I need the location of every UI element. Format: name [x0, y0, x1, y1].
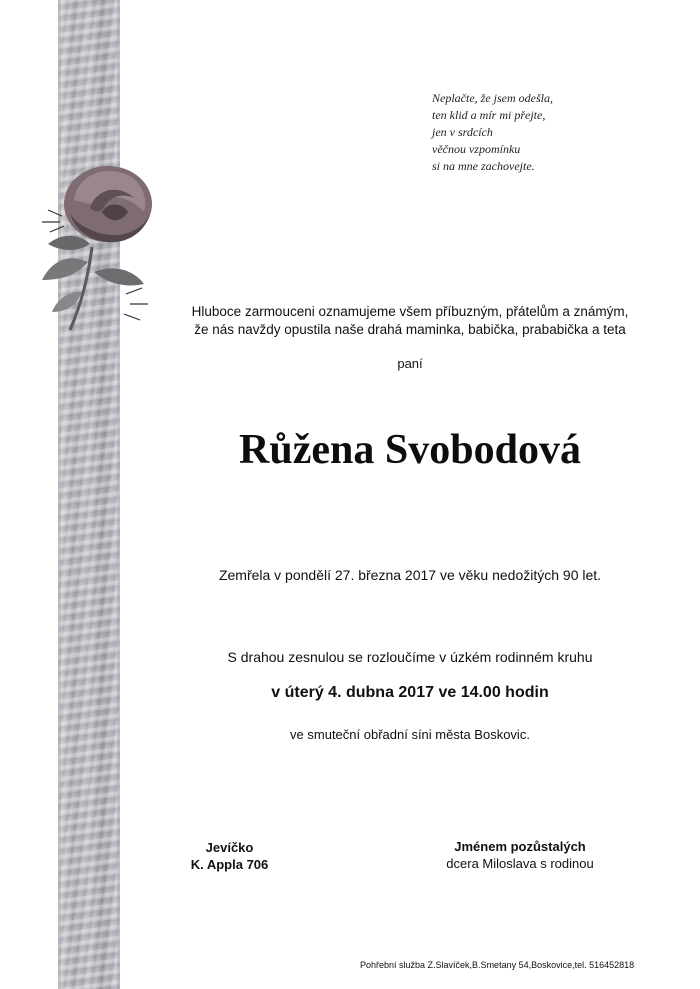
ceremony-date: v úterý 4. dubna 2017 ve 14.00 hodin: [271, 684, 549, 701]
signature: [420, 838, 620, 872]
signature-names: dcera Miloslava s rodinou: [446, 856, 594, 871]
intro-line: že nás navždy opustila naše drahá maminka, babička, prababička a teta: [194, 322, 626, 337]
poem-line: Neplačte, že jsem odešla,: [432, 91, 553, 105]
band-left-edge: [58, 0, 61, 989]
funeral-service-footer: Pohřební služba Z.Slavíček,B.Smetany 54,Boskovice,tel. 516452818: [360, 960, 635, 970]
poem-line: si na mne zachovejte.: [432, 159, 535, 173]
decorative-band: [58, 0, 120, 989]
family-address: [182, 839, 277, 873]
intro-line: Hluboce zarmouceni oznamujeme všem příbuzným, přátelům a známým,: [191, 304, 629, 319]
ceremony-place: ve smuteční obřadní síni města Boskovic.: [290, 727, 530, 742]
signature-heading: Jménem pozůstalých: [454, 839, 586, 854]
title-word: paní: [397, 356, 423, 371]
deceased-name: Růžena Svobodová: [239, 427, 581, 473]
address-street: K. Appla 706: [190, 857, 269, 872]
poem-line: ten klid a mír mi přejte,: [432, 108, 546, 122]
farewell-text: S drahou zesnulou se rozloučíme v úzkém rodinném kruhu: [227, 649, 593, 665]
intro-text: [120, 303, 700, 339]
address-town: Jevíčko: [205, 840, 254, 855]
poem: [432, 90, 632, 175]
band-right-edge: [117, 0, 120, 989]
poem-line: jen v srdcích: [432, 125, 493, 139]
death-notice: Zemřela v pondělí 27. března 2017 ve věku nedožitých 90 let.: [218, 567, 602, 583]
poem-line: věčnou vzpomínku: [432, 142, 521, 156]
